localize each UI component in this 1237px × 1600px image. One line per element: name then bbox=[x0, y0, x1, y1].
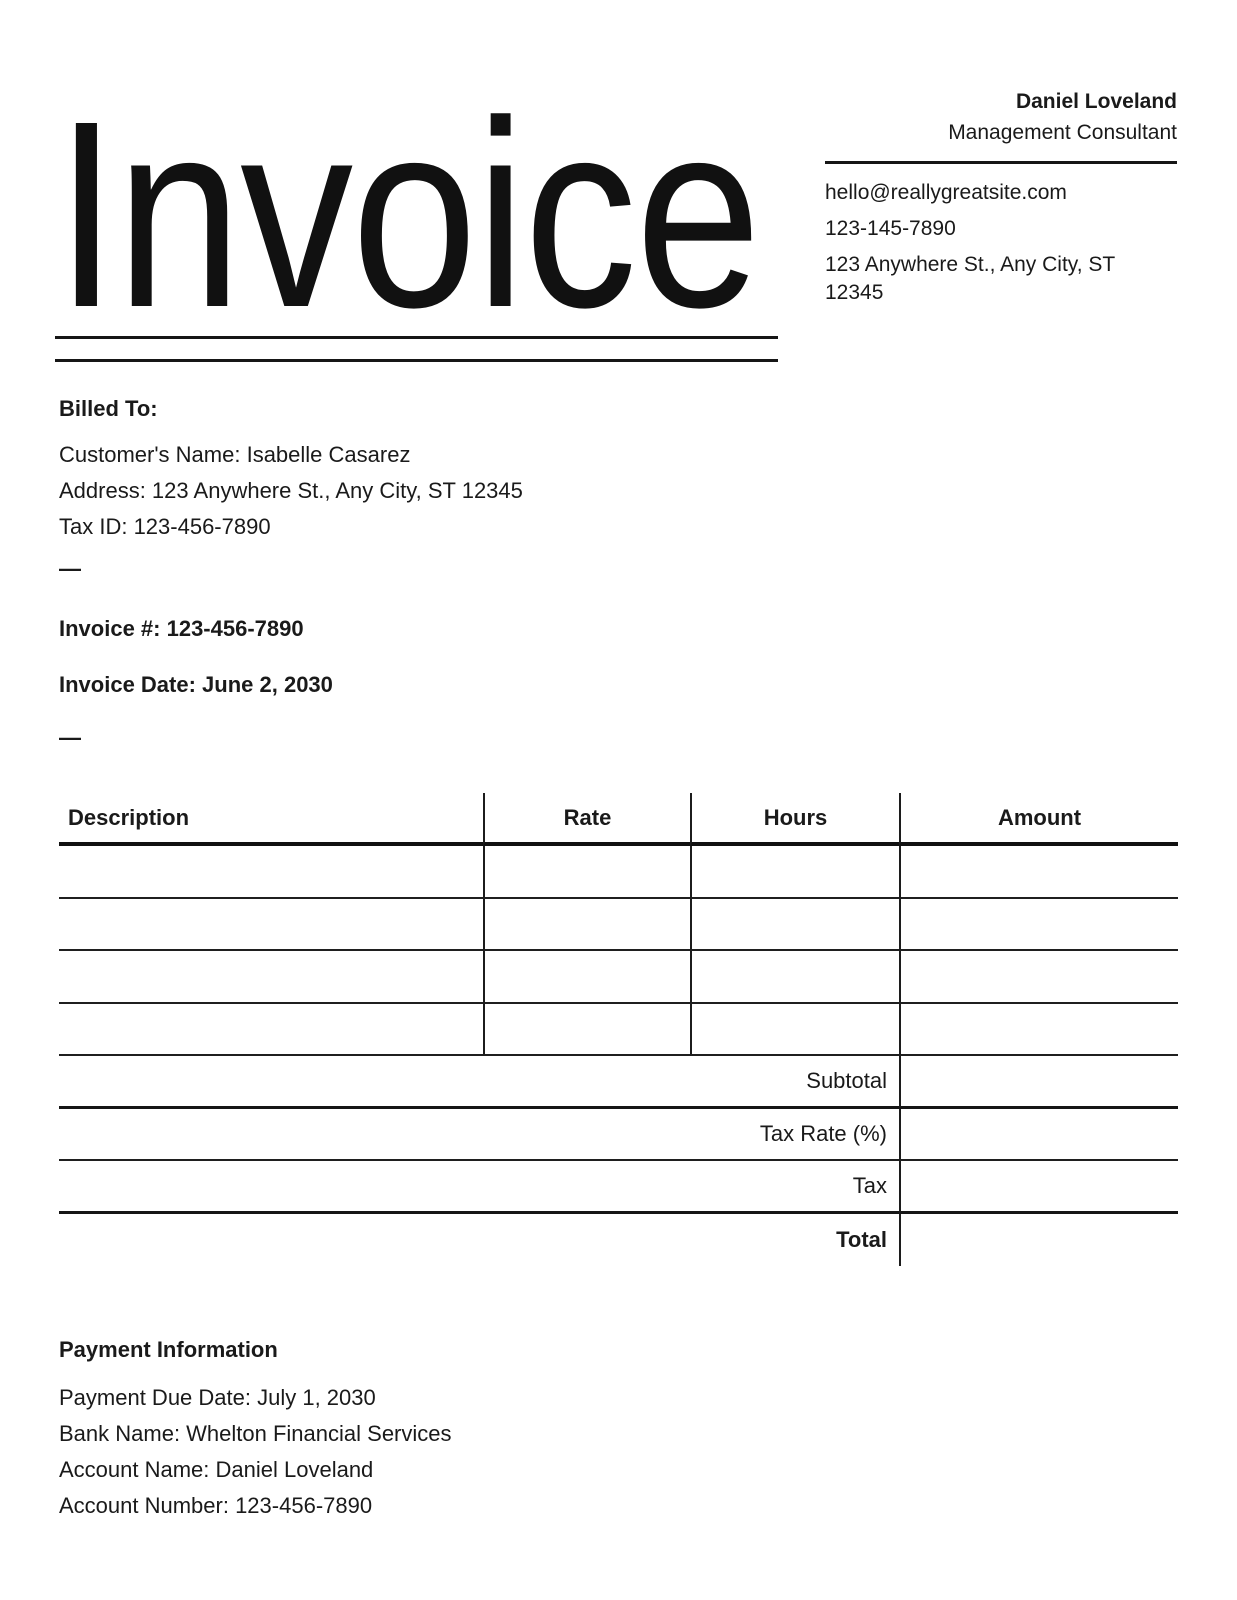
payment-due-date-line: Payment Due Date: July 1, 2030 bbox=[59, 1385, 376, 1410]
account-name-line: Account Name: Daniel Loveland bbox=[59, 1457, 374, 1482]
invoice-number-line: Invoice #: 123-456-7890 bbox=[59, 616, 304, 641]
summary-label-total: Total bbox=[836, 1226, 887, 1252]
section-dash: — bbox=[59, 725, 79, 750]
summary-value-subtotal bbox=[899, 1056, 1178, 1109]
invoice-meta-section bbox=[59, 614, 759, 750]
item-cell-hours bbox=[690, 951, 899, 1004]
contact-email: hello@reallygreatsite.com bbox=[825, 181, 1067, 204]
consultant-role: Management Consultant bbox=[948, 121, 1177, 144]
col-header-rate: Rate bbox=[483, 793, 690, 846]
item-cell-description bbox=[59, 951, 483, 1004]
col-header-hours: Hours bbox=[690, 793, 899, 846]
billed-to-lines bbox=[59, 437, 759, 545]
line-items-table bbox=[59, 793, 1178, 1266]
section-dash: — bbox=[59, 556, 79, 581]
item-cell-amount bbox=[899, 951, 1178, 1004]
customer-name-line: Customer's Name: Isabelle Casarez bbox=[59, 442, 411, 467]
item-cell-amount bbox=[899, 899, 1178, 952]
payment-information-section bbox=[59, 1336, 759, 1524]
contact-divider bbox=[825, 161, 1177, 164]
contact-phone: 123-145-7890 bbox=[825, 217, 956, 240]
page-title: Invoice bbox=[55, 66, 760, 363]
customer-address-line: Address: 123 Anywhere St., Any City, ST 12345 bbox=[59, 478, 523, 503]
billed-to-heading: Billed To: bbox=[59, 396, 158, 421]
consultant-name: Daniel Loveland bbox=[1015, 90, 1177, 113]
summary-label-tax: Tax bbox=[59, 1161, 899, 1214]
summary-label-subtotal: Subtotal bbox=[59, 1056, 899, 1109]
payment-lines bbox=[59, 1380, 759, 1524]
payment-heading: Payment Information bbox=[59, 1337, 278, 1362]
item-cell-description bbox=[59, 899, 483, 952]
item-cell-rate bbox=[483, 899, 690, 952]
item-cell-hours bbox=[690, 1004, 899, 1057]
col-header-description: Description bbox=[59, 793, 483, 846]
item-cell-rate bbox=[483, 846, 690, 899]
item-cell-rate bbox=[483, 951, 690, 1004]
summary-value-total bbox=[899, 1214, 1178, 1267]
item-cell-rate bbox=[483, 1004, 690, 1057]
item-cell-hours bbox=[690, 846, 899, 899]
col-header-amount: Amount bbox=[899, 793, 1178, 846]
billed-to-section bbox=[59, 395, 759, 581]
contact-address: 123 Anywhere St., Any City, ST 12345 bbox=[825, 253, 1115, 304]
invoice-date-line: Invoice Date: June 2, 2030 bbox=[59, 672, 333, 697]
bank-name-line: Bank Name: Whelton Financial Services bbox=[59, 1421, 452, 1446]
account-number-line: Account Number: 123-456-7890 bbox=[59, 1493, 373, 1518]
item-cell-amount bbox=[899, 846, 1178, 899]
item-cell-hours bbox=[690, 899, 899, 952]
summary-value-tax-rate bbox=[899, 1109, 1178, 1162]
summary-label-tax-rate: Tax Rate (%) bbox=[59, 1109, 899, 1162]
consultant-contact-block bbox=[825, 86, 1177, 315]
title-double-rule bbox=[55, 336, 778, 362]
item-cell-description bbox=[59, 846, 483, 899]
contact-list bbox=[825, 179, 1177, 307]
customer-taxid-line: Tax ID: 123-456-7890 bbox=[59, 514, 271, 539]
item-cell-description bbox=[59, 1004, 483, 1057]
summary-value-tax bbox=[899, 1161, 1178, 1214]
item-cell-amount bbox=[899, 1004, 1178, 1057]
